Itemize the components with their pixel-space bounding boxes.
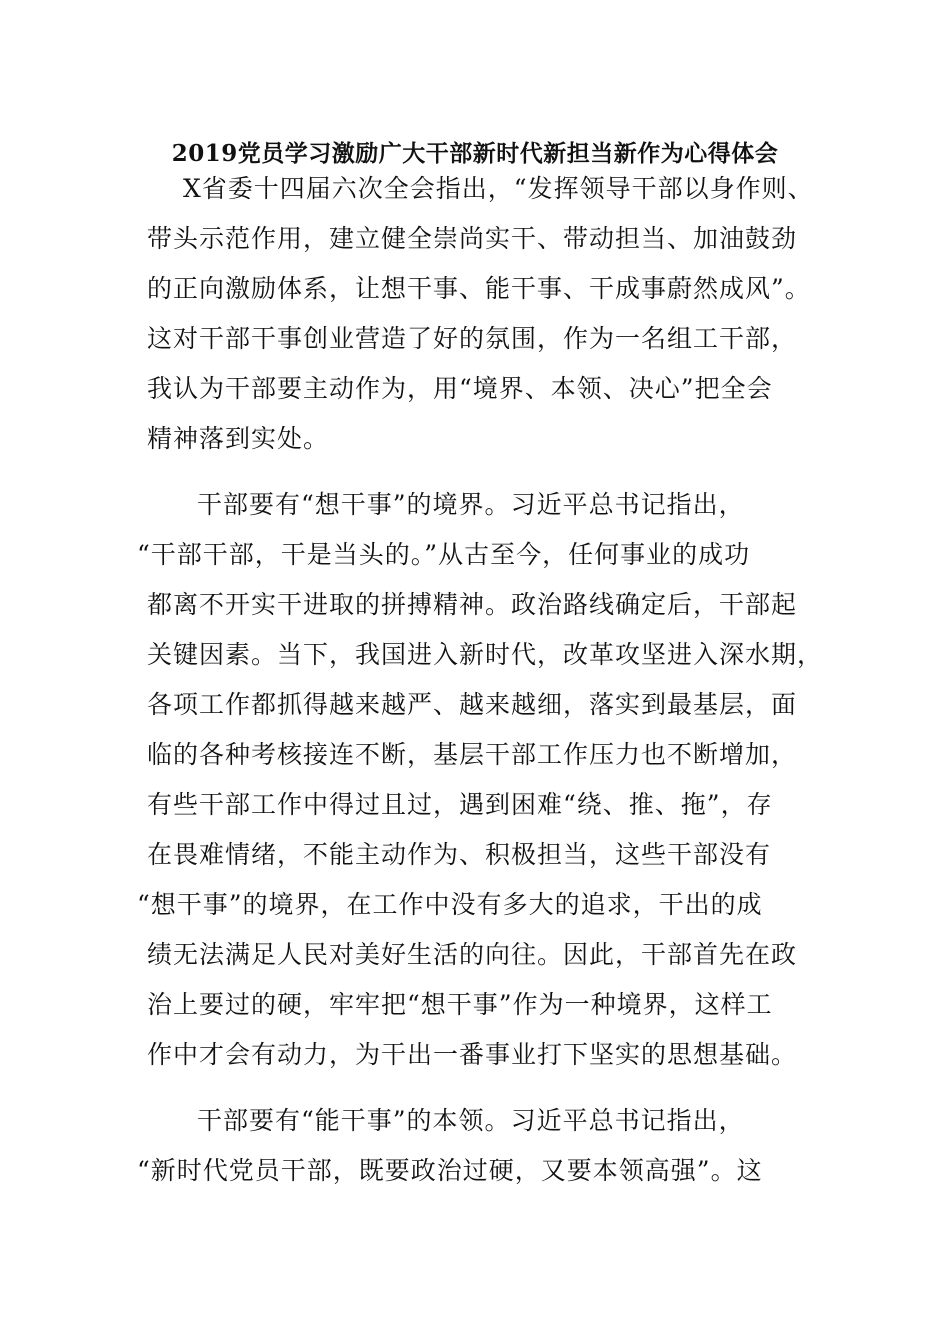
paragraph-line: 带头示范作用，建立健全崇尚实干、带动担当、加油鼓劲 [147,224,798,253]
paragraph-line: “新时代党员干部，既要政治过硬，又要本领高强”。这 [137,1156,763,1185]
document-title: 2019党员学习激励广大干部新时代新担当新作为心得体会 [171,140,779,167]
paragraph-line: 绩无法满足人民对美好生活的向往。因此，干部首先在政 [147,940,798,969]
paragraph-2 [137,480,824,1080]
paragraph-1 [147,164,814,464]
paragraph-line: 各项工作都抓得越来越严、越来越细，落实到最基层，面 [147,690,798,719]
paragraph-line: 关键因素。当下，我国进入新时代，改革攻坚进入深水期， [147,640,824,669]
paragraph-3 [137,1096,807,1196]
paragraph-line: 临的各种考核接连不断，基层干部工作压力也不断增加， [147,740,798,769]
paragraph-line: 都离不开实干进取的拼搏精神。政治路线确定后，干部起 [147,590,798,619]
paragraph-line: 干部要有“能干事”的本领。习近平总书记指出， [197,1106,745,1135]
paragraph-line: X省委十四届六次全会指出，“发挥领导干部以身作则、 [183,174,814,203]
paragraph-line: 治上要过的硬，牢牢把“想干事”作为一种境界，这样工 [147,990,773,1019]
paragraph-line: 精神落到实处。 [147,424,330,453]
paragraph-line: 的正向激励体系，让想干事、能干事、干成事蔚然成风”。 [147,274,811,303]
paragraph-spacer [147,464,807,480]
paragraph-spacer [147,1080,807,1096]
paragraph-line: 我认为干部要主动作为，用“境界、本领、决心”把全会 [147,374,773,403]
paragraph-line: 在畏难情绪，不能主动作为、积极担当，这些干部没有 [147,840,772,869]
paragraph-line: “干部干部，干是当头的。”从古至今，任何事业的成功 [137,540,751,569]
document-body [137,164,824,1196]
paragraph-line: 作中才会有动力，为干出一番事业打下坚实的思想基础。 [147,1040,798,1069]
paragraph-line: “想干事”的境界，在工作中没有多大的追求，干出的成 [137,890,763,919]
paragraph-line: 干部要有“想干事”的境界。习近平总书记指出， [197,490,745,519]
paragraph-line: 这对干部干事创业营造了好的氛围，作为一名组工干部， [147,324,798,353]
paragraph-line: 有些干部工作中得过且过，遇到困难“绕、推、拖”，存 [147,790,773,819]
